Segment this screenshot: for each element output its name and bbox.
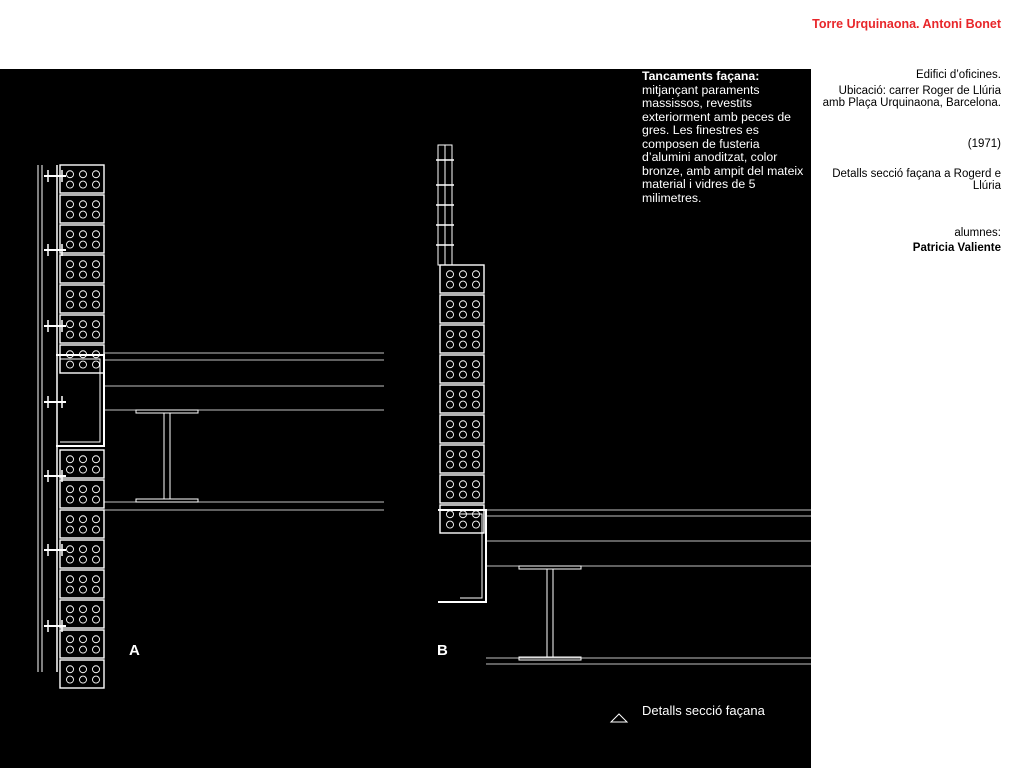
brick-hole (473, 391, 480, 398)
brick-hole (447, 491, 454, 498)
brick-hole (67, 181, 74, 188)
brick-hole (67, 241, 74, 248)
steel-channel (56, 355, 104, 446)
brick-hole (67, 171, 74, 178)
brick-hole (460, 401, 467, 408)
brick-hole (473, 431, 480, 438)
brick-hole (473, 451, 480, 458)
brick-hole (80, 291, 87, 298)
brick-hole (80, 361, 87, 368)
brick-hole (460, 281, 467, 288)
ceramic-brick (440, 385, 484, 413)
brick-hole (473, 361, 480, 368)
brick-hole (473, 271, 480, 278)
brick-hole (93, 211, 100, 218)
brick-hole (460, 391, 467, 398)
ceramic-brick (440, 265, 484, 293)
brick-hole (80, 466, 87, 473)
detail-description: Detalls secció façana a Rogerd e Llúria (832, 168, 1001, 192)
brick-hole (93, 181, 100, 188)
brick-hole (93, 231, 100, 238)
brick-hole (93, 271, 100, 278)
brick-hole (447, 371, 454, 378)
brick-hole (93, 456, 100, 463)
brick-hole (93, 466, 100, 473)
ceramic-brick (60, 450, 104, 478)
brick-hole (93, 201, 100, 208)
beam-web (164, 413, 170, 499)
brick-hole (80, 241, 87, 248)
ceramic-brick (60, 285, 104, 313)
brick-hole (447, 301, 454, 308)
brick-hole (473, 421, 480, 428)
ceramic-brick (60, 600, 104, 628)
brick-hole (67, 321, 74, 328)
description-body: mitjançant paraments massissos, revestits exteriorment amb peces de gres. Les finestres es composen de fusteria d’alumini anoditzat, color bronze, amb ampit del mateix material i vidres de 5 milimetres. (642, 82, 804, 205)
brick-hole (67, 616, 74, 623)
brick-hole (67, 556, 74, 563)
beam-web (547, 569, 553, 657)
ceramic-brick (60, 570, 104, 598)
brick-hole (473, 281, 480, 288)
brick-hole (67, 231, 74, 238)
ceramic-brick (60, 540, 104, 568)
brick-hole (80, 636, 87, 643)
brick-hole (80, 171, 87, 178)
brick-hole (460, 421, 467, 428)
brick-hole (93, 361, 100, 368)
brick-hole (93, 546, 100, 553)
ceramic-brick (440, 355, 484, 383)
brick-hole (447, 421, 454, 428)
brick-hole (447, 281, 454, 288)
brick-hole (67, 486, 74, 493)
brick-hole (67, 211, 74, 218)
brick-hole (80, 576, 87, 583)
brick-hole (80, 676, 87, 683)
brick-hole (473, 401, 480, 408)
facade-detail-a (38, 165, 384, 688)
ceramic-brick (60, 255, 104, 283)
steel-channel-inner (60, 359, 100, 442)
brick-hole (93, 576, 100, 583)
brick-hole (460, 481, 467, 488)
brick-hole (80, 181, 87, 188)
caption-icon (609, 710, 629, 722)
brick-hole (67, 546, 74, 553)
student-name: Patricia Valiente (912, 242, 1001, 254)
ceramic-brick (60, 165, 104, 193)
brick-hole (447, 451, 454, 458)
brick-hole (80, 586, 87, 593)
ceramic-brick (440, 415, 484, 443)
brick-hole (447, 271, 454, 278)
building-location: Ubicació: carrer Roger de Llúria amb Plaça Urquinaona, Barcelona. (822, 85, 1001, 109)
brick-hole (93, 486, 100, 493)
project-title: Torre Urquinaona. Antoni Bonet (812, 17, 1001, 31)
brick-hole (67, 576, 74, 583)
brick-hole (80, 456, 87, 463)
brick-hole (67, 636, 74, 643)
ceramic-brick (440, 445, 484, 473)
brick-hole (93, 496, 100, 503)
brick-hole (447, 461, 454, 468)
brick-hole (67, 301, 74, 308)
brick-hole (93, 666, 100, 673)
brick-hole (80, 486, 87, 493)
brick-hole (80, 666, 87, 673)
brick-hole (80, 201, 87, 208)
brick-hole (67, 361, 74, 368)
brick-hole (80, 526, 87, 533)
brick-hole (447, 361, 454, 368)
brick-hole (80, 496, 87, 503)
brick-hole (93, 516, 100, 523)
brick-hole (67, 676, 74, 683)
facade-detail-b (436, 145, 811, 664)
brick-hole (473, 331, 480, 338)
ceramic-brick (60, 225, 104, 253)
facade-description (642, 70, 804, 205)
brick-hole (93, 241, 100, 248)
brick-hole (460, 341, 467, 348)
section-label-b: B (437, 642, 448, 659)
brick-hole (80, 616, 87, 623)
ceramic-brick (440, 325, 484, 353)
brick-hole (67, 646, 74, 653)
brick-hole (93, 321, 100, 328)
brick-hole (93, 676, 100, 683)
brick-hole (460, 331, 467, 338)
brick-hole (67, 456, 74, 463)
students-label: alumnes: (954, 227, 1001, 239)
brick-hole (460, 271, 467, 278)
brick-hole (473, 491, 480, 498)
brick-hole (447, 521, 454, 528)
brick-hole (80, 211, 87, 218)
brick-hole (447, 341, 454, 348)
brick-hole (447, 431, 454, 438)
brick-hole (80, 261, 87, 268)
brick-hole (93, 291, 100, 298)
brick-hole (447, 511, 454, 518)
brick-hole (93, 301, 100, 308)
brick-hole (67, 496, 74, 503)
brick-hole (80, 301, 87, 308)
brick-hole (447, 481, 454, 488)
brick-hole (80, 546, 87, 553)
brick-hole (473, 311, 480, 318)
brick-hole (67, 606, 74, 613)
brick-hole (67, 466, 74, 473)
ceramic-brick (60, 510, 104, 538)
brick-hole (67, 586, 74, 593)
brick-hole (473, 341, 480, 348)
ceramic-brick (60, 195, 104, 223)
building-type: Edifici d’oficines. (915, 69, 1001, 81)
brick-hole (447, 331, 454, 338)
ceramic-brick (440, 475, 484, 503)
brick-hole (67, 526, 74, 533)
brick-hole (80, 231, 87, 238)
brick-hole (93, 606, 100, 613)
description-heading: Tancaments façana: (642, 69, 760, 83)
brick-hole (67, 271, 74, 278)
brick-hole (473, 521, 480, 528)
brick-hole (460, 461, 467, 468)
brick-hole (460, 361, 467, 368)
building-year: (1971) (967, 138, 1001, 150)
brick-hole (460, 371, 467, 378)
brick-hole (80, 646, 87, 653)
brick-hole (80, 331, 87, 338)
brick-hole (67, 516, 74, 523)
caption-text: Detalls secció façana (642, 703, 765, 718)
brick-hole (93, 171, 100, 178)
brick-hole (93, 331, 100, 338)
brick-hole (460, 431, 467, 438)
ceramic-brick (60, 480, 104, 508)
brick-hole (460, 521, 467, 528)
brick-hole (67, 291, 74, 298)
brick-hole (473, 371, 480, 378)
brick-hole (93, 586, 100, 593)
brick-hole (460, 451, 467, 458)
brick-hole (460, 491, 467, 498)
ceramic-brick (60, 660, 104, 688)
brick-hole (80, 516, 87, 523)
ceramic-brick (440, 295, 484, 323)
brick-hole (80, 321, 87, 328)
brick-hole (447, 401, 454, 408)
ceramic-brick (60, 630, 104, 658)
brick-hole (447, 311, 454, 318)
info-panel (811, 0, 1024, 768)
ceramic-brick (60, 315, 104, 343)
brick-hole (93, 616, 100, 623)
brick-hole (93, 646, 100, 653)
brick-hole (67, 261, 74, 268)
brick-hole (447, 391, 454, 398)
brick-hole (93, 556, 100, 563)
brick-hole (473, 461, 480, 468)
brick-hole (67, 666, 74, 673)
brick-hole (67, 201, 74, 208)
brick-hole (80, 271, 87, 278)
steel-channel (438, 510, 486, 602)
brick-hole (460, 311, 467, 318)
brick-hole (93, 526, 100, 533)
brick-hole (473, 301, 480, 308)
brick-hole (80, 556, 87, 563)
section-label-a: A (129, 642, 140, 659)
brick-hole (473, 481, 480, 488)
brick-hole (80, 606, 87, 613)
brick-hole (460, 301, 467, 308)
brick-hole (67, 331, 74, 338)
triangle-outline-icon (609, 711, 629, 723)
brick-hole (93, 636, 100, 643)
brick-hole (93, 261, 100, 268)
